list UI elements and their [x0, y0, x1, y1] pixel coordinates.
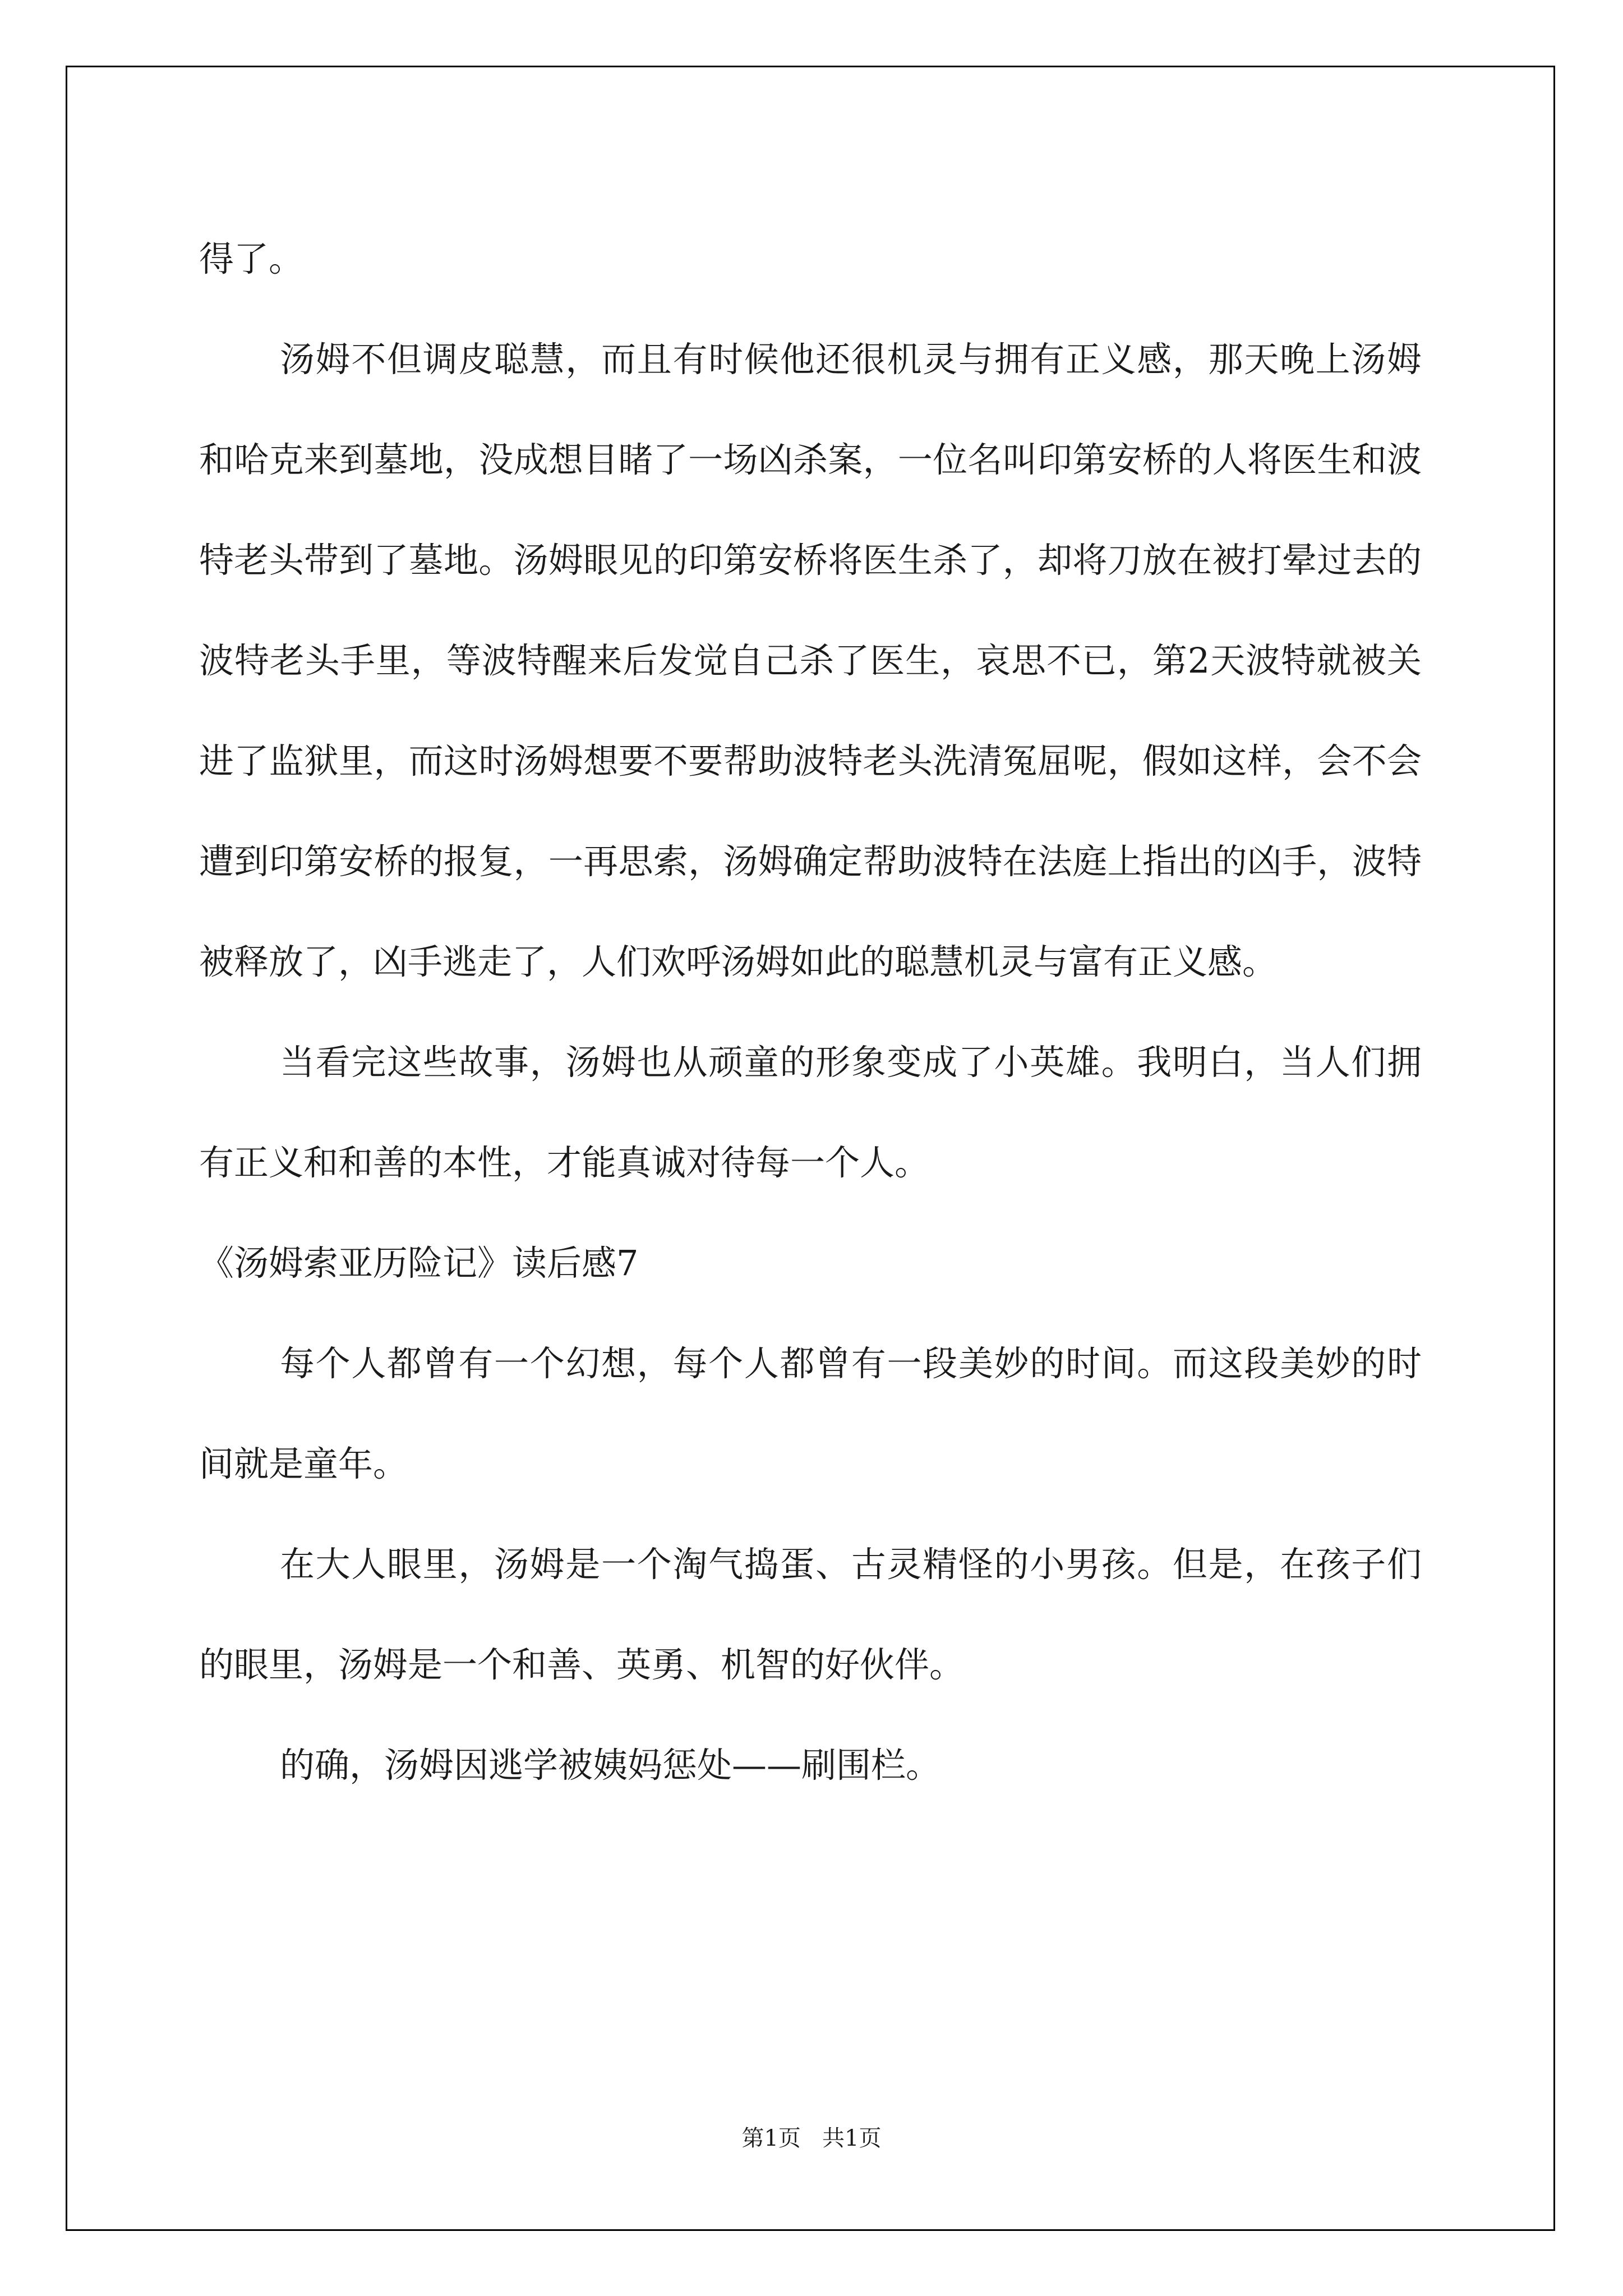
- paragraph-5: 在大人眼里，汤姆是一个淘气捣蛋、古灵精怪的小男孩。但是，在孩子们的眼里，汤姆是一个和善、英勇、机智的好伙伴。: [199, 1544, 1422, 1685]
- paragraph-3: 当看完这些故事，汤姆也从顽童的形象变成了小英雄。我明白，当人们拥有正义和和善的本性，才能真诚对待每一个人。: [199, 1042, 1422, 1183]
- paragraph-1: 得了。: [199, 238, 304, 279]
- paragraph-4: 每个人都曾有一个幻想，每个人都曾有一段美妙的时间。而这段美妙的时间就是童年。: [199, 1343, 1422, 1484]
- paragraph-2: 汤姆不但调皮聪慧，而且有时候他还很机灵与拥有正义感，那天晚上汤姆和哈克来到墓地，没成想目睹了一场凶杀案，一位名叫印第安桥的人将医生和波特老头带到了墓地。汤姆眼见的印第安桥将医生杀了，却将刀放在被打晕过去的波特老头手里，等波特醒来后发觉自己杀了医生，哀思不已，第2天波特就被关进了监狱里，而这时汤姆想要不要帮助波特老头洗清冤屈呢，假如这样，会不会遭到印第安桥的报复，一再思索，汤姆确定帮助波特在法庭上指出的凶手，波特被释放了，凶手逃走了，人们欢呼汤姆如此的聪慧机灵与富有正义感。: [199, 339, 1422, 982]
- document-body: [199, 209, 1422, 1815]
- paragraph-6: 的确，汤姆因逃学被姨妈惩处——刷围栏。: [280, 1745, 941, 1786]
- section-heading: 《汤姆索亚历险记》读后感7: [199, 1243, 639, 1283]
- page-footer: 第1页 共1页: [741, 2125, 882, 2151]
